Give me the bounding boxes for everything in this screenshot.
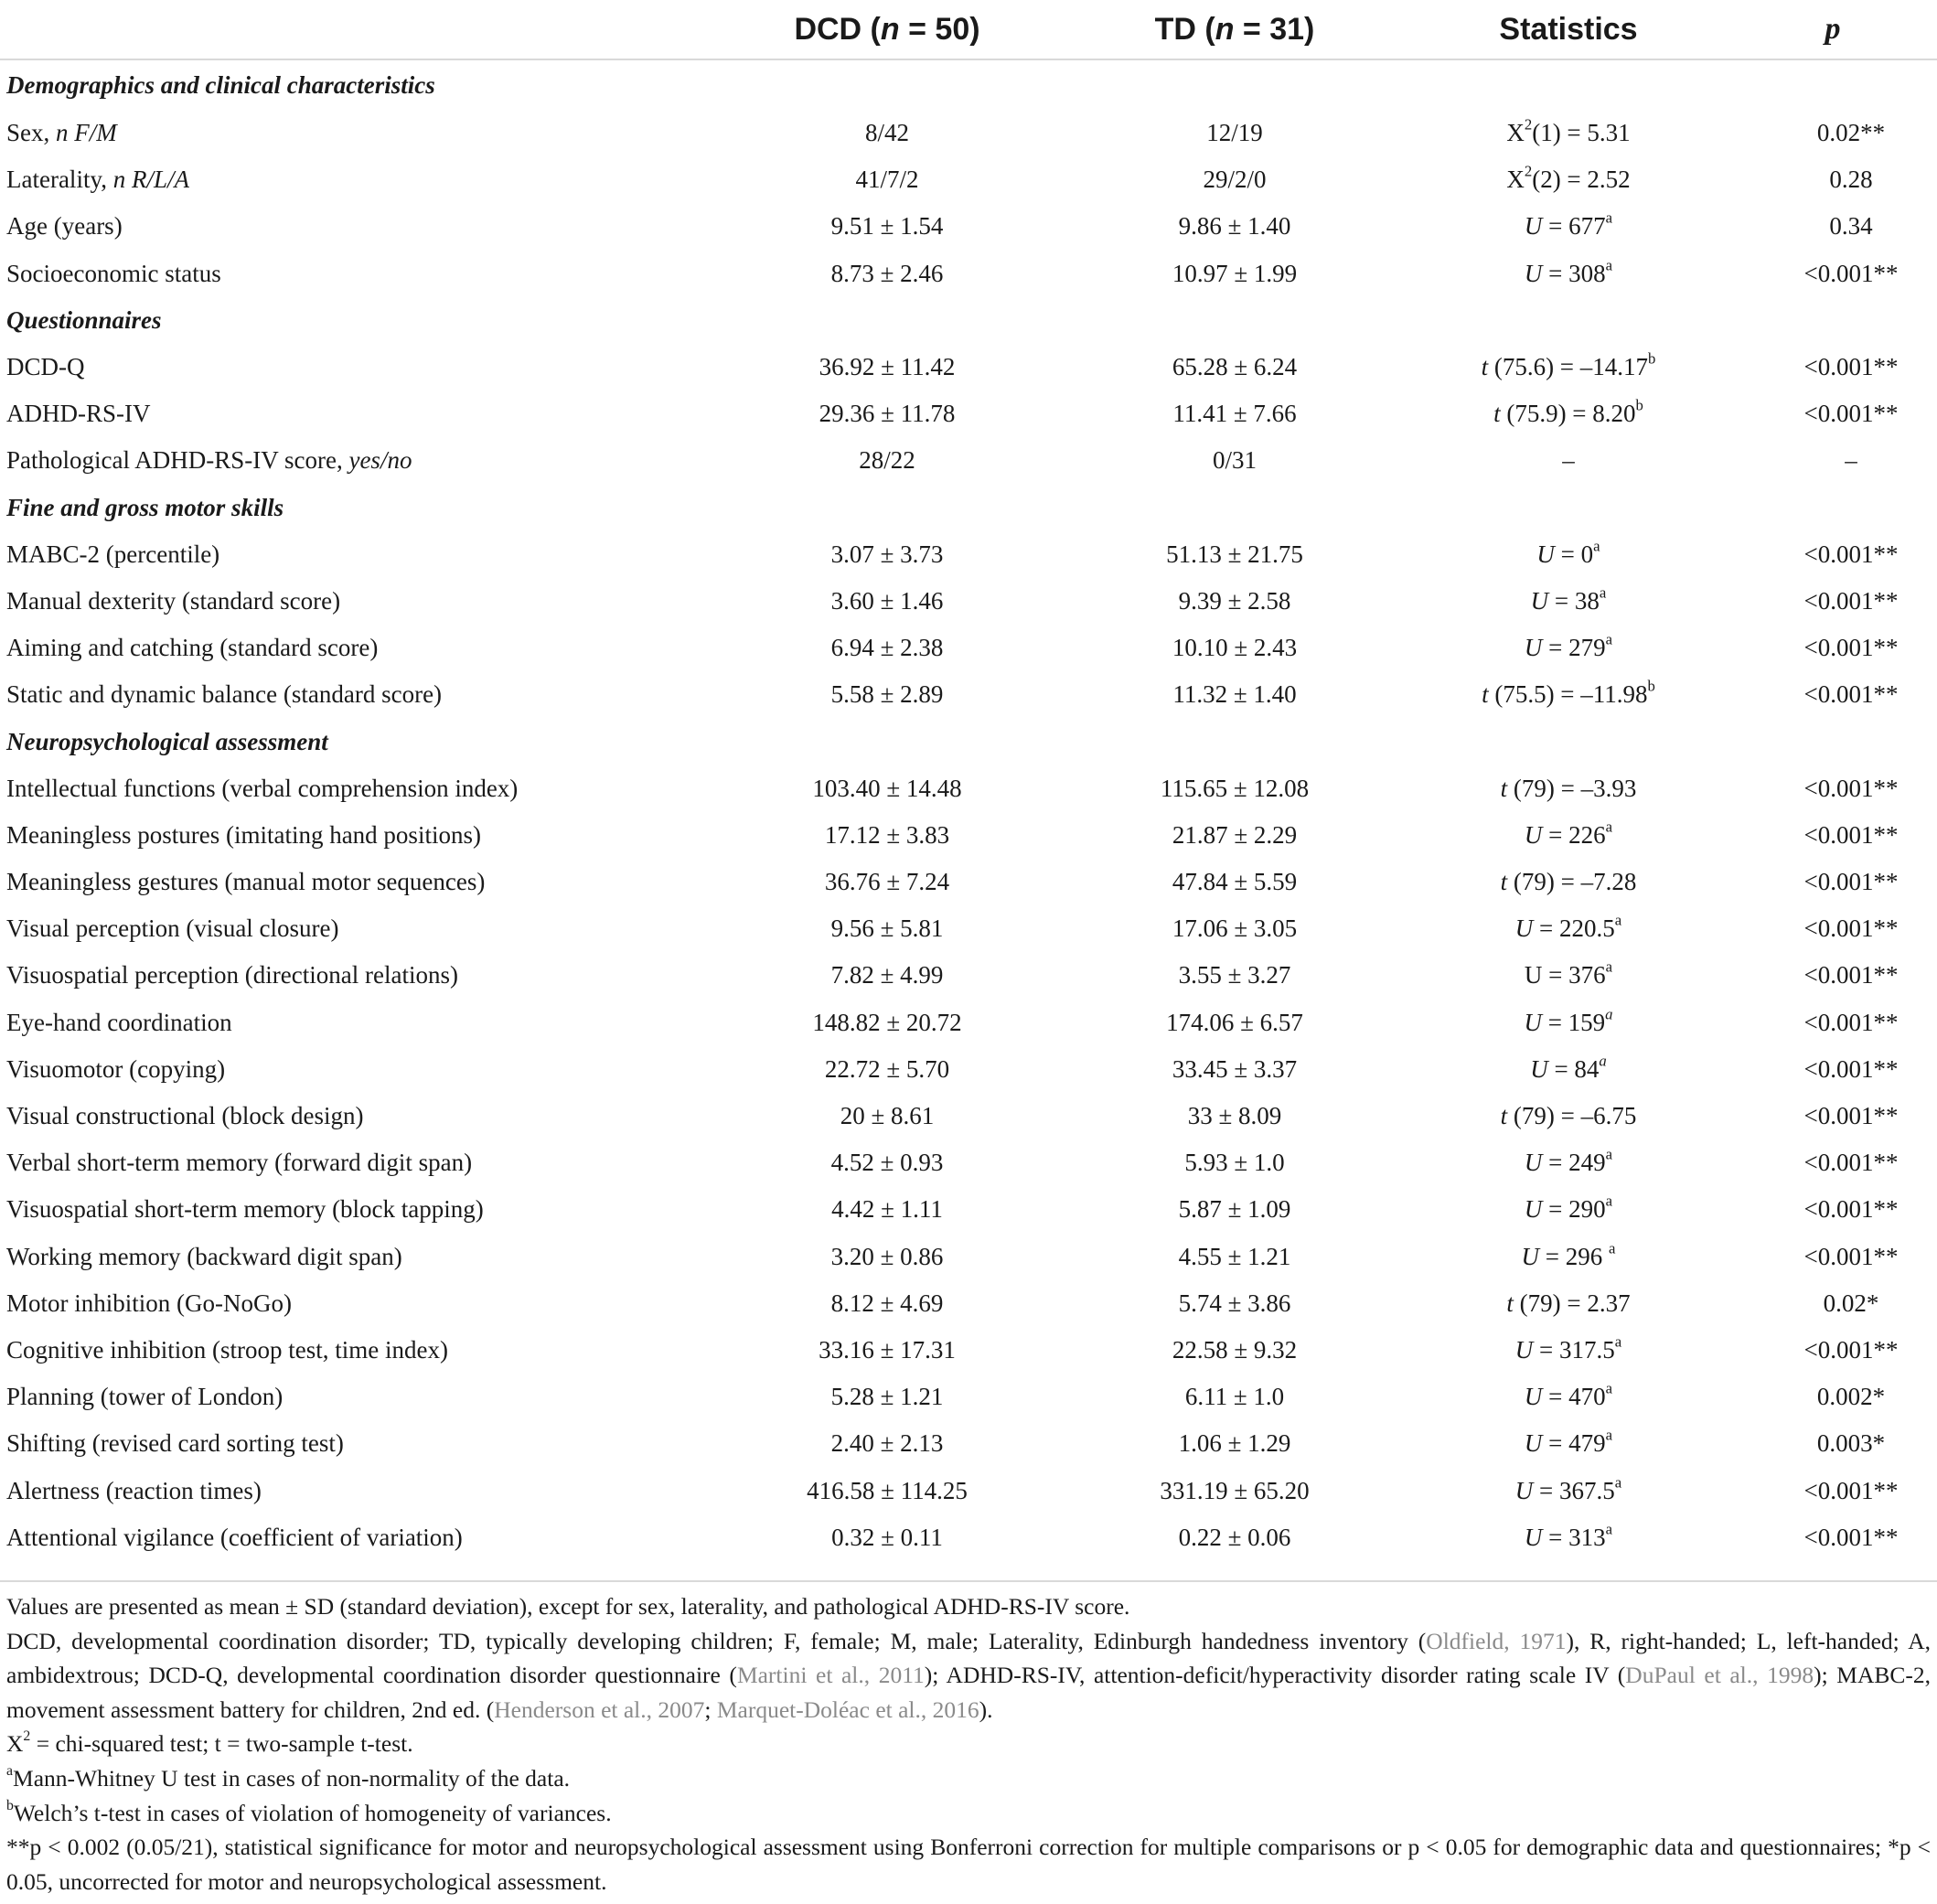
dcd-value: 7.82 ± 4.99 bbox=[830, 961, 944, 989]
td-value: 5.93 ± 1.0 bbox=[1184, 1149, 1285, 1177]
table-row bbox=[0, 1420, 1937, 1467]
footnote-tests: $X^2$ = chi-squared test; t = two-sample t-test. bbox=[6, 1728, 413, 1758]
dcd-value: 9.51 ± 1.54 bbox=[830, 212, 944, 241]
statistic-value: $U = 479^a$ bbox=[1524, 1426, 1613, 1458]
header-p: p bbox=[1728, 0, 1937, 59]
td-value: 11.41 ± 7.66 bbox=[1172, 400, 1297, 428]
dcd-value: 3.07 ± 3.73 bbox=[830, 540, 944, 568]
dcd-value: 4.52 ± 0.93 bbox=[830, 1149, 944, 1177]
td-value: 4.55 ± 1.21 bbox=[1178, 1242, 1291, 1270]
statistic-value: U = 367.5$^a$ bbox=[1514, 1472, 1622, 1504]
row-label: Alertness (reaction times) bbox=[6, 1476, 262, 1504]
dcd-value: 17.12 ± 3.83 bbox=[824, 820, 950, 849]
td-value: 1.06 ± 1.29 bbox=[1178, 1429, 1291, 1458]
p-value: <0.001** bbox=[1803, 774, 1899, 802]
row-label: DCD-Q bbox=[6, 353, 85, 381]
row-label: Intellectual functions (verbal comprehension index) bbox=[6, 774, 519, 802]
td-value: 5.87 ± 1.09 bbox=[1178, 1195, 1291, 1224]
statistic-value: $X^2(2) = 2.52$ bbox=[1506, 162, 1631, 194]
header-row bbox=[0, 0, 1937, 59]
td-value: 9.39 ± 2.58 bbox=[1178, 586, 1291, 615]
p-value: <0.001** bbox=[1803, 259, 1899, 287]
td-value: 22.58 ± 9.32 bbox=[1172, 1335, 1298, 1364]
footnote-b: $^b$Welch’s t-test in cases of violation of homogeneity of variances. bbox=[6, 1797, 612, 1826]
statistic-value: $U = 0^a$ bbox=[1536, 537, 1600, 568]
dcd-value: 8/42 bbox=[864, 119, 909, 147]
dcd-value: 103.40 ± 14.48 bbox=[812, 774, 962, 802]
statistic-value: t (75.9) = 8.20$^b$ bbox=[1493, 396, 1643, 428]
table-row bbox=[0, 344, 1937, 390]
statistic-value: t (79) = 2.37 bbox=[1506, 1289, 1631, 1317]
dcd-value: 9.56 ± 5.81 bbox=[830, 915, 944, 943]
td-value: 5.74 ± 3.86 bbox=[1178, 1289, 1291, 1317]
td-value: 115.65 ± 12.08 bbox=[1160, 774, 1310, 802]
section-row bbox=[0, 59, 1937, 110]
header-blank bbox=[0, 0, 713, 59]
dcd-value: 41/7/2 bbox=[855, 166, 919, 194]
td-value: 10.97 ± 1.99 bbox=[1172, 259, 1298, 287]
row-label: Laterality, n R/L/A bbox=[6, 166, 189, 194]
p-value: – bbox=[1845, 446, 1857, 475]
reference-link[interactable]: DuPaul et al., 1998 bbox=[1625, 1662, 1814, 1689]
td-value: 21.87 ± 2.29 bbox=[1172, 820, 1298, 849]
p-value: <0.001** bbox=[1803, 1054, 1899, 1083]
row-label: Shifting (revised card sorting test) bbox=[6, 1429, 344, 1458]
p-value: <0.001** bbox=[1803, 634, 1899, 662]
row-label: Cognitive inhibition (stroop test, time index) bbox=[6, 1335, 448, 1364]
statistic-value: $U = 84^a$ bbox=[1530, 1052, 1607, 1083]
table-row bbox=[0, 671, 1937, 718]
table-row bbox=[0, 1234, 1937, 1280]
statistic-value: $U = 159^a$ bbox=[1524, 1005, 1613, 1036]
dcd-value: 6.94 ± 2.38 bbox=[830, 634, 944, 662]
p-value: 0.34 bbox=[1829, 212, 1873, 241]
p-value: <0.001** bbox=[1803, 1523, 1899, 1551]
p-value: <0.001** bbox=[1803, 1008, 1899, 1036]
table-row bbox=[0, 765, 1937, 812]
p-value: 0.02** bbox=[1816, 119, 1886, 147]
p-value: <0.001** bbox=[1803, 1149, 1899, 1177]
statistic-value: t (79) = –7.28 bbox=[1500, 868, 1637, 896]
table-footnotes bbox=[0, 1580, 1937, 1899]
table-row bbox=[0, 1327, 1937, 1374]
row-label: Visuospatial short-term memory (block tapping) bbox=[6, 1195, 484, 1224]
dcd-value: 8.12 ± 4.69 bbox=[830, 1289, 944, 1317]
row-label: Eye-hand coordination bbox=[6, 1008, 232, 1036]
dcd-value: 33.16 ± 17.31 bbox=[819, 1335, 956, 1364]
p-value: 0.003* bbox=[1816, 1429, 1886, 1458]
td-value: 51.13 ± 21.75 bbox=[1166, 540, 1303, 568]
td-value: 12/19 bbox=[1206, 119, 1263, 147]
row-label: Attentional vigilance (coefficient of variation) bbox=[6, 1523, 463, 1551]
statistic-value: – bbox=[1562, 446, 1575, 475]
td-value: 6.11 ± 1.0 bbox=[1184, 1383, 1285, 1411]
row-label: Static and dynamic balance (standard score) bbox=[6, 680, 443, 709]
table-row bbox=[0, 1186, 1937, 1233]
table-row bbox=[0, 203, 1937, 250]
table-row bbox=[0, 1046, 1937, 1093]
row-label: Working memory (backward digit span) bbox=[6, 1242, 402, 1270]
statistic-value: t (75.5) = –11.98$^b$ bbox=[1482, 677, 1655, 709]
table-row bbox=[0, 390, 1937, 437]
statistic-value: $U = 376^a$ bbox=[1524, 957, 1613, 989]
statistic-value: $U = 249^a$ bbox=[1524, 1145, 1613, 1177]
reference-link[interactable]: Henderson et al., 2007 bbox=[494, 1695, 705, 1723]
table-row bbox=[0, 859, 1937, 905]
p-value: <0.001** bbox=[1803, 680, 1899, 709]
footnote-abbreviations: DCD, developmental coordination disorder; TD, typically developing children; F, female; M, male; Laterality, Edinburgh handedness inventory (Oldfield, 1971), R, right-handed; L, left-handed; A, ambidextrous; DCD-Q, developmental coordination disorder questionnaire (Martini et al., 2011); ADHD-RS-IV, attention-deficit/hyperactivity disorder rating scale IV (DuPaul et al., 1998); MABC-2, movement assessment battery for children, 2nd ed. (Henderson et al., 2007; Marquet-Doléac et al., 2016). bbox=[6, 1627, 1932, 1723]
table-row bbox=[0, 437, 1937, 484]
header-td: TD (n = 31) bbox=[1061, 0, 1408, 59]
footnote-a: $^a$Mann-Whitney U test in cases of non-normality of the data. bbox=[6, 1763, 571, 1792]
statistic-value: t (79) = –6.75 bbox=[1500, 1102, 1637, 1130]
dcd-value: 3.60 ± 1.46 bbox=[830, 586, 944, 615]
row-label: Pathological ADHD-RS-IV score, yes/no bbox=[6, 446, 412, 475]
header-dcd: DCD (n = 50) bbox=[713, 0, 1061, 59]
dcd-value: 2.40 ± 2.13 bbox=[830, 1429, 944, 1458]
td-value: 11.32 ± 1.40 bbox=[1172, 680, 1297, 709]
td-value: 10.10 ± 2.43 bbox=[1172, 634, 1298, 662]
section-questionnaires: Questionnaires bbox=[6, 305, 162, 334]
statistic-value: U = 317.5$^a$ bbox=[1514, 1332, 1622, 1364]
section-row bbox=[0, 485, 1937, 531]
dcd-value: 3.20 ± 0.86 bbox=[830, 1242, 944, 1270]
p-value: 0.02* bbox=[1823, 1289, 1879, 1317]
p-value: <0.001** bbox=[1803, 1195, 1899, 1224]
reference-link[interactable]: Marquet-Doléac et al., 2016 bbox=[716, 1695, 979, 1723]
footnote-values: Values are presented as mean ± SD (standard deviation), except for sex, laterality, and pathological ADHD-RS-IV score. bbox=[6, 1593, 1130, 1620]
table-row bbox=[0, 1280, 1937, 1327]
p-value: 0.002* bbox=[1816, 1383, 1886, 1411]
td-value: 29/2/0 bbox=[1203, 166, 1267, 194]
statistic-value: $U = 677^a$ bbox=[1524, 209, 1613, 241]
statistic-value: U = 296 $^a$ bbox=[1521, 1239, 1616, 1270]
table-row bbox=[0, 1139, 1937, 1186]
dcd-value: 36.92 ± 11.42 bbox=[819, 353, 956, 381]
row-label: Aiming and catching (standard score) bbox=[6, 634, 379, 662]
section-row bbox=[0, 718, 1937, 765]
row-label: ADHD-RS-IV bbox=[6, 400, 151, 428]
row-label: Age (years) bbox=[6, 212, 123, 241]
td-value: 3.55 ± 3.27 bbox=[1178, 961, 1291, 989]
row-label: Visuospatial perception (directional relations) bbox=[6, 961, 458, 989]
header-statistics: Statistics bbox=[1408, 0, 1728, 59]
statistic-value: $U = 313^a$ bbox=[1524, 1520, 1613, 1551]
row-label: Manual dexterity (standard score) bbox=[6, 586, 341, 615]
p-value: 0.28 bbox=[1829, 166, 1873, 194]
dcd-value: 8.73 ± 2.46 bbox=[830, 259, 944, 287]
row-label: MABC-2 (percentile) bbox=[6, 540, 220, 568]
p-value: <0.001** bbox=[1803, 1102, 1899, 1130]
table-row bbox=[0, 531, 1937, 578]
statistic-value: $U = 226^a$ bbox=[1524, 818, 1613, 849]
statistic-value: $U = 38^a$ bbox=[1530, 583, 1607, 615]
statistic-value: $U = 290^a$ bbox=[1524, 1192, 1613, 1224]
dcd-value: 416.58 ± 114.25 bbox=[807, 1476, 968, 1504]
section-demographics: Demographics and clinical characteristics bbox=[6, 70, 435, 99]
statistic-value: $U = 279^a$ bbox=[1524, 630, 1613, 662]
table-row bbox=[0, 812, 1937, 859]
row-label: Meaningless gestures (manual motor sequences) bbox=[6, 868, 486, 896]
row-label: Motor inhibition (Go-NoGo) bbox=[6, 1289, 292, 1317]
statistic-value: $X^2(1) = 5.31$ bbox=[1506, 115, 1631, 147]
p-value: <0.001** bbox=[1803, 400, 1899, 428]
td-value: 33 ± 8.09 bbox=[1187, 1102, 1282, 1130]
p-value: <0.001** bbox=[1803, 353, 1899, 381]
dcd-value: 4.42 ± 1.11 bbox=[831, 1195, 943, 1224]
section-neuro: Neuropsychological assessment bbox=[6, 727, 328, 755]
table-row bbox=[0, 625, 1937, 671]
dcd-value: 5.58 ± 2.89 bbox=[830, 680, 944, 709]
dcd-value: 20 ± 8.61 bbox=[840, 1102, 935, 1130]
statistic-value: t (75.6) = –14.17$^b$ bbox=[1481, 349, 1656, 381]
td-value: 65.28 ± 6.24 bbox=[1172, 353, 1298, 381]
table-row bbox=[0, 251, 1937, 297]
table-row bbox=[0, 156, 1937, 203]
table-row bbox=[0, 952, 1937, 999]
p-value: <0.001** bbox=[1803, 540, 1899, 568]
p-value: <0.001** bbox=[1803, 1476, 1899, 1504]
section-row bbox=[0, 297, 1937, 344]
p-value: <0.001** bbox=[1803, 586, 1899, 615]
p-value: <0.001** bbox=[1803, 961, 1899, 989]
table-row bbox=[0, 1514, 1937, 1561]
statistic-value: t (79) = –3.93 bbox=[1500, 774, 1637, 802]
row-label: Visual constructional (block design) bbox=[6, 1102, 364, 1130]
statistic-value: $U = 308^a$ bbox=[1524, 256, 1613, 287]
statistic-value: U = 220.5$^a$ bbox=[1514, 911, 1622, 943]
td-value: 331.19 ± 65.20 bbox=[1160, 1476, 1310, 1504]
dcd-value: 0.32 ± 0.11 bbox=[831, 1523, 943, 1551]
row-label: Verbal short-term memory (forward digit span) bbox=[6, 1149, 473, 1177]
p-value: <0.001** bbox=[1803, 1242, 1899, 1270]
td-value: 47.84 ± 5.59 bbox=[1172, 868, 1298, 896]
section-motor: Fine and gross motor skills bbox=[6, 493, 284, 521]
p-value: <0.001** bbox=[1803, 1335, 1899, 1364]
td-value: 0.22 ± 0.06 bbox=[1178, 1523, 1291, 1551]
table-row bbox=[0, 110, 1937, 156]
table-row bbox=[0, 1093, 1937, 1139]
p-value: <0.001** bbox=[1803, 915, 1899, 943]
reference-link[interactable]: Martini et al., 2011 bbox=[736, 1662, 925, 1689]
reference-link[interactable]: Oldfield, 1971 bbox=[1426, 1627, 1567, 1654]
p-value: <0.001** bbox=[1803, 820, 1899, 849]
footnote-significance: **p < 0.002 (0.05/21), statistical significance for motor and neuropsychological assessment using Bonferroni correction for multiple comparisons or p < 0.05 for demographic data and questionnaires; *p < 0.05, uncorrected for motor and neuropsychological assessment. bbox=[6, 1834, 1931, 1895]
dcd-value: 22.72 ± 5.70 bbox=[824, 1054, 950, 1083]
dcd-value: 5.28 ± 1.21 bbox=[830, 1383, 944, 1411]
row-label: Socioeconomic status bbox=[6, 259, 221, 287]
td-value: 9.86 ± 1.40 bbox=[1178, 212, 1291, 241]
table-row bbox=[0, 578, 1937, 625]
row-label: Sex, n F/M bbox=[6, 119, 117, 147]
td-value: 0/31 bbox=[1212, 446, 1257, 475]
td-value: 174.06 ± 6.57 bbox=[1166, 1008, 1303, 1036]
td-value: 17.06 ± 3.05 bbox=[1172, 915, 1298, 943]
table-row bbox=[0, 1374, 1937, 1420]
dcd-value: 28/22 bbox=[859, 446, 915, 475]
dcd-value: 36.76 ± 7.24 bbox=[824, 868, 950, 896]
row-label: Planning (tower of London) bbox=[6, 1383, 284, 1411]
statistic-value: $U = 470^a$ bbox=[1524, 1379, 1613, 1411]
td-value: 33.45 ± 3.37 bbox=[1172, 1054, 1298, 1083]
table-row bbox=[0, 1467, 1937, 1514]
table-row bbox=[0, 905, 1937, 952]
dcd-value: 29.36 ± 11.78 bbox=[819, 400, 956, 428]
p-value: <0.001** bbox=[1803, 868, 1899, 896]
row-label: Meaningless postures (imitating hand positions) bbox=[6, 820, 481, 849]
dcd-value: 148.82 ± 20.72 bbox=[812, 1008, 962, 1036]
table-row bbox=[0, 1000, 1937, 1046]
row-label: Visual perception (visual closure) bbox=[6, 915, 339, 943]
row-label: Visuomotor (copying) bbox=[6, 1054, 226, 1083]
